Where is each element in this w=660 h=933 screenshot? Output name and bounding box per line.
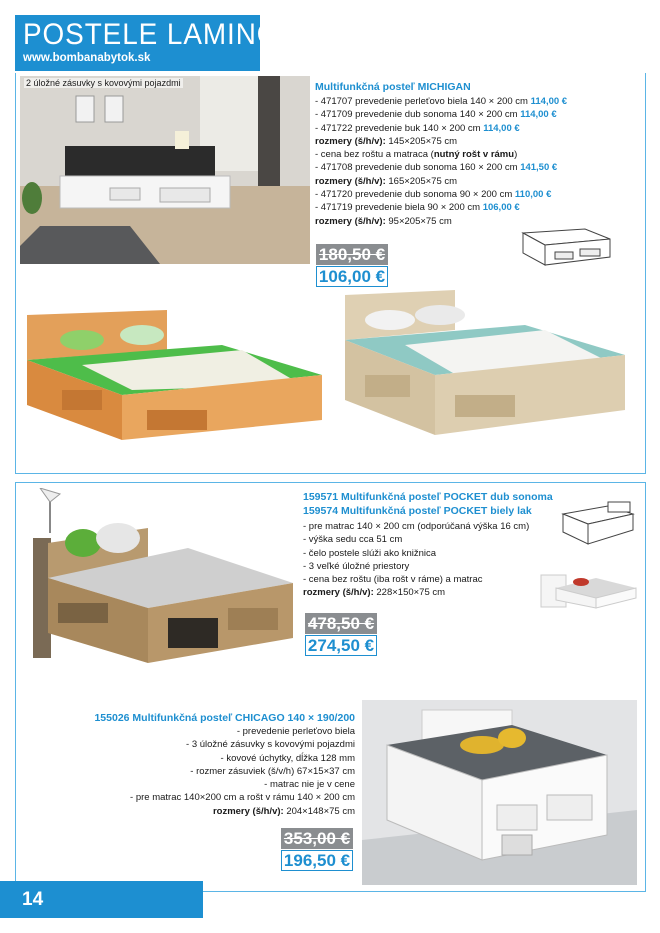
pocket-bed-photo — [28, 488, 296, 668]
pocket-white-photo — [536, 570, 639, 610]
dimensions-line: rozmery (š/h/v): 145×205×75 cm — [315, 135, 458, 147]
product-title-pocket-sonoma: 159571 Multifunkčná posteľ POCKET dub sonoma — [303, 491, 553, 503]
spec-line: - 3 veľké úložné priestory — [303, 560, 410, 572]
michigan-bed-beech-photo — [22, 305, 327, 445]
spec-line: - pre matrac 140 × 200 cm (odporúčaná výška 16 cm) — [303, 521, 530, 532]
spec-line: - 471707 prevedenie perleťovo biela 140 × 200 cm 114,00 € — [315, 96, 568, 107]
pocket-spec-list — [303, 520, 529, 600]
spec-line: - výška sedu cca 51 cm — [303, 534, 403, 546]
spec-line: - prevedenie perleťovo biela — [236, 726, 355, 737]
old-price: 353,00 € — [281, 828, 353, 849]
spec-line: - cena bez roštu a matraca (nutný rošt v rámu) — [315, 149, 518, 161]
spec-line: - 3 úložné zásuvky s kovovými pojazdmi — [186, 739, 355, 751]
pocket-title-block — [303, 490, 553, 518]
product-title-pocket-white: 159574 Multifunkčná posteľ POCKET biely lak — [303, 505, 532, 517]
dimensions-line: rozmery (š/h/v): 95×205×75 cm — [315, 215, 452, 227]
spec-line: - kovové úchytky, dĺžka 128 mm — [220, 752, 355, 764]
product-title-michigan: Multifunkčná posteľ MICHIGAN — [315, 81, 471, 93]
spec-line: - matrac nie je v cene — [264, 779, 355, 791]
website-url[interactable]: www.bombanabytok.sk — [23, 52, 151, 64]
michigan-bed-sonoma-photo — [345, 290, 630, 440]
new-price: 274,50 € — [305, 635, 377, 656]
chicago-text-block — [40, 711, 355, 818]
chicago-bed-photo — [362, 700, 637, 885]
michigan-spec-list — [315, 95, 567, 228]
dimensions-line: rozmery (š/h/v): 204×148×75 cm — [212, 805, 355, 817]
old-price: 478,50 € — [305, 613, 377, 634]
pocket-line-drawing — [558, 500, 638, 550]
spec-line: - čelo postele slúži ako knižnica — [303, 547, 437, 559]
old-price: 180,50 € — [316, 244, 388, 265]
spec-line: - cena bez roštu (iba rošt v ráme) a matrac — [303, 574, 483, 586]
spec-line: - pre matrac 140×200 cm a rošt v rámu 140 × 200 cm — [130, 792, 355, 804]
spec-line: - 471719 prevedenie biela 90 × 200 cm 106,00 € — [315, 202, 520, 214]
michigan-line-drawing — [515, 225, 615, 275]
spec-line: - 471709 prevedenie dub sonoma 140 × 200 cm 114,00 € — [315, 109, 557, 121]
photo-caption: 2 úložné zásuvky s kovovými pojazdmi — [26, 78, 181, 88]
spec-line: - 471708 prevedenie dub sonoma 160 × 200 cm 141,50 € — [315, 162, 558, 174]
spec-line: - 471722 prevedenie buk 140 × 200 cm 114,00 € — [315, 122, 520, 134]
spec-line: - rozmer zásuviek (š/v/h) 67×15×37 cm — [190, 765, 355, 777]
spec-line: - 471720 prevedenie dub sonoma 90 × 200 cm 110,00 € — [315, 189, 552, 201]
product-title-chicago: 155026 Multifunkčná posteľ CHICAGO 140 × 190/200 — [94, 712, 355, 724]
page-title: POSTELE LAMINO — [23, 18, 280, 51]
dimensions-line: rozmery (š/h/v): 228×150×75 cm — [303, 587, 446, 599]
new-price: 196,50 € — [281, 850, 353, 871]
page-number: 14 — [22, 889, 44, 910]
michigan-room-photo — [20, 76, 310, 264]
new-price: 106,00 € — [316, 266, 388, 287]
dimensions-line: rozmery (š/h/v): 165×205×75 cm — [315, 175, 458, 187]
